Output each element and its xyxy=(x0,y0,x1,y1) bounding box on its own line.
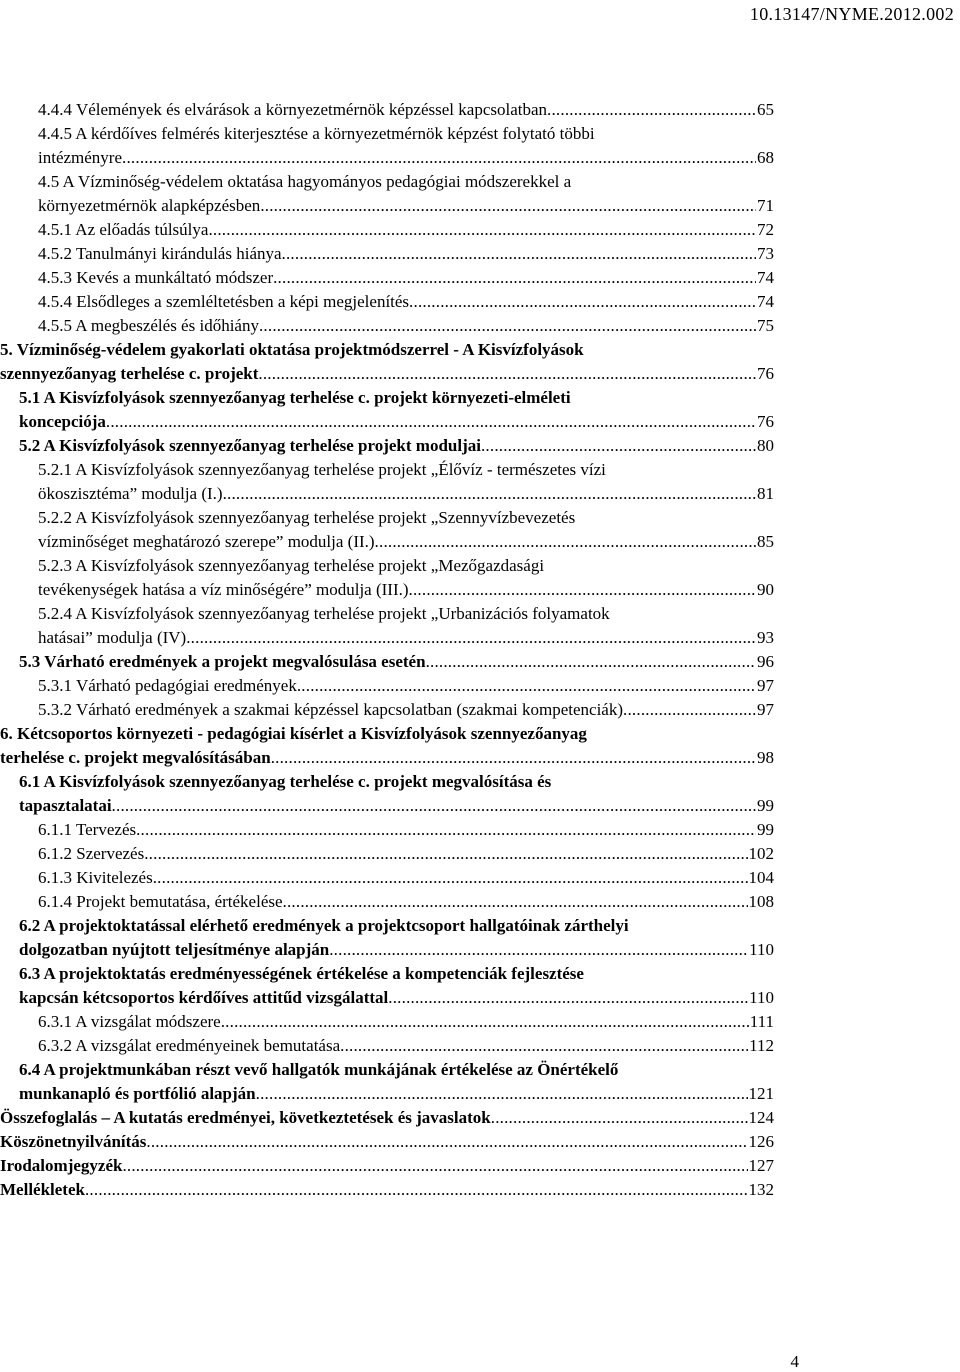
toc-page-number: 74 xyxy=(757,292,774,311)
toc-entry-text: Irodalomjegyzék xyxy=(0,1156,123,1175)
toc-page-number: 72 xyxy=(757,220,774,239)
toc-entry[interactable] xyxy=(0,1154,774,1178)
toc-entry[interactable] xyxy=(0,1130,774,1154)
toc-page-number: 74 xyxy=(757,268,774,287)
toc-page-number: 102 xyxy=(748,844,774,863)
toc-page-number: 104 xyxy=(748,868,774,887)
toc-entry-text: 4.5.1 Az előadás túlsúlya xyxy=(38,220,209,239)
toc-entry-text: 5. Vízminőség-védelem gyakorlati oktatása projektmódszerrel - A Kisvízfolyások xyxy=(0,340,584,359)
toc-entry[interactable] xyxy=(0,674,774,698)
toc-page-number: 98 xyxy=(757,748,774,767)
toc-entry[interactable] xyxy=(0,818,774,842)
toc-entry-text: koncepciója xyxy=(19,412,106,431)
toc-entry[interactable] xyxy=(0,866,774,890)
toc-entry-text: 4.5.3 Kevés a munkáltató módszer xyxy=(38,268,274,287)
toc-entry-text: környezetmérnök alapképzésben xyxy=(38,196,261,215)
dot-leader xyxy=(208,218,756,242)
dot-leader xyxy=(258,362,756,386)
dot-leader xyxy=(273,266,756,290)
toc-entry[interactable] xyxy=(0,890,774,914)
toc-entry-text: 5.2.1 A Kisvízfolyások szennyezőanyag terhelése projekt „Élővíz - természetes vízi xyxy=(38,460,606,479)
toc-entry-text: szennyezőanyag terhelése c. projekt xyxy=(0,364,259,383)
toc-entry-text: 4.4.5 A kérdőíves felmérés kiterjesztése a környezetmérnök képzést folytató többi xyxy=(38,124,595,143)
toc-entry[interactable] xyxy=(0,770,774,818)
dot-leader xyxy=(146,1130,747,1154)
toc-entry-text: 5.1 A Kisvízfolyások szennyezőanyag terhelése c. projekt környezeti-elméleti xyxy=(19,388,571,407)
table-of-contents xyxy=(0,98,774,1202)
dot-leader xyxy=(388,986,748,1010)
toc-page-number: 110 xyxy=(749,988,774,1007)
toc-entry[interactable] xyxy=(0,434,774,458)
toc-entry-text: 6.1.2 Szervezés xyxy=(38,844,145,863)
toc-page-number: 97 xyxy=(757,700,774,719)
toc-entry[interactable] xyxy=(0,386,774,434)
toc-entry[interactable] xyxy=(0,218,774,242)
toc-page-number: 124 xyxy=(748,1108,774,1127)
toc-entry-text: 6.1.1 Tervezés xyxy=(38,820,137,839)
toc-entry-text: ökoszisztéma” modulja (I.) xyxy=(38,484,223,503)
toc-entry-text: 6.2 A projektoktatással elérhető eredmények a projektcsoport hallgatóinak zárthelyi xyxy=(19,916,629,935)
toc-entry-text: Mellékletek xyxy=(0,1180,85,1199)
toc-entry[interactable] xyxy=(0,266,774,290)
toc-page-number: 127 xyxy=(748,1156,774,1175)
dot-leader xyxy=(85,1178,748,1202)
page-number: 4 xyxy=(790,1352,799,1371)
dot-leader xyxy=(112,794,756,818)
toc-entry[interactable] xyxy=(0,602,774,650)
dot-leader xyxy=(221,1010,749,1034)
dot-leader xyxy=(122,1154,747,1178)
toc-entry[interactable] xyxy=(0,1178,774,1202)
toc-entry-text: 6. Kétcsoportos környezeti - pedagógiai kísérlet a Kisvízfolyások szennyezőanyag xyxy=(0,724,587,743)
toc-entry-text: 5.3 Várható eredmények a projekt megvalósulása esetén xyxy=(19,652,426,671)
toc-entry[interactable] xyxy=(0,722,774,770)
dot-leader xyxy=(259,314,756,338)
toc-page-number: 110 xyxy=(749,940,774,959)
toc-entry-text: 5.3.1 Várható pedagógiai eredmények xyxy=(38,676,297,695)
dot-leader xyxy=(297,674,756,698)
dot-leader xyxy=(256,1082,748,1106)
toc-entry-text: 6.1.4 Projekt bemutatása, értékelése xyxy=(38,892,283,911)
dot-leader xyxy=(153,866,748,890)
dot-leader xyxy=(375,530,756,554)
toc-page-number: 99 xyxy=(757,796,774,815)
dot-leader xyxy=(283,890,748,914)
dot-leader xyxy=(481,434,756,458)
toc-page-number: 75 xyxy=(757,316,774,335)
toc-page-number: 76 xyxy=(757,364,774,383)
dot-leader xyxy=(491,1106,748,1130)
toc-entry-text: 6.4 A projektmunkában részt vevő hallgatók munkájának értékelése az Önértékelő xyxy=(19,1060,619,1079)
toc-page-number: 71 xyxy=(757,196,774,215)
dot-leader xyxy=(106,410,756,434)
toc-page-number: 81 xyxy=(757,484,774,503)
toc-entry[interactable] xyxy=(0,650,774,674)
toc-page-number: 65 xyxy=(757,100,774,119)
doi-header: 10.13147/NYME.2012.002 xyxy=(749,4,954,24)
toc-entry-text: 6.3.1 A vizsgálat módszere xyxy=(38,1012,221,1031)
toc-entry-text: 5.2.3 A Kisvízfolyások szennyezőanyag terhelése projekt „Mezőgazdasági xyxy=(38,556,545,575)
toc-entry-text: 5.2.2 A Kisvízfolyások szennyezőanyag terhelése projekt „Szennyvízbevezetés xyxy=(38,508,576,527)
toc-entry-text: hatásai” modulja (IV) xyxy=(38,628,187,647)
toc-entry-text: Köszönetnyilvánítás xyxy=(0,1132,147,1151)
toc-entry[interactable] xyxy=(0,554,774,602)
toc-entry[interactable] xyxy=(0,962,774,1010)
toc-entry-text: vízminőséget meghatározó szerepe” modulja (II.) xyxy=(38,532,375,551)
toc-entry-text: tapasztalatai xyxy=(19,796,112,815)
dot-leader xyxy=(223,482,756,506)
toc-entry[interactable] xyxy=(0,98,774,122)
toc-page-number: 90 xyxy=(757,580,774,599)
toc-entry[interactable] xyxy=(0,170,774,218)
toc-page-number: 108 xyxy=(748,892,774,911)
toc-entry-text: tevékenységek hatása a víz minőségére” modulja (III.) xyxy=(38,580,409,599)
toc-entry-text: Összefoglalás – A kutatás eredményei, következtetések és javaslatok xyxy=(0,1108,491,1127)
toc-entry-text: 4.4.4 Vélemények és elvárások a környezetmérnök képzéssel kapcsolatban xyxy=(38,100,548,119)
dot-leader xyxy=(260,194,756,218)
toc-entry-text: 4.5.2 Tanulmányi kirándulás hiánya xyxy=(38,244,282,263)
dot-leader xyxy=(186,626,756,650)
dot-leader xyxy=(122,146,756,170)
toc-entry-text: 4.5.5 A megbeszélés és időhiány xyxy=(38,316,259,335)
toc-page-number: 96 xyxy=(757,652,774,671)
toc-entry-text: 5.2.4 A Kisvízfolyások szennyezőanyag terhelése projekt „Urbanizációs folyamatok xyxy=(38,604,610,623)
dot-leader xyxy=(282,242,756,266)
toc-page-number: 132 xyxy=(748,1180,774,1199)
toc-entry[interactable] xyxy=(0,1034,774,1058)
dot-leader xyxy=(426,650,756,674)
toc-entry-text: munkanapló és portfólió alapján xyxy=(19,1084,256,1103)
toc-entry[interactable] xyxy=(0,242,774,266)
toc-page-number: 68 xyxy=(757,148,774,167)
dot-leader xyxy=(144,842,747,866)
toc-entry-text: 6.1 A Kisvízfolyások szennyezőanyag terhelése c. projekt megvalósítása és xyxy=(19,772,552,791)
toc-entry[interactable] xyxy=(0,458,774,506)
dot-leader xyxy=(409,578,756,602)
dot-leader xyxy=(271,746,756,770)
toc-entry[interactable] xyxy=(0,1058,774,1106)
toc-entry-text: 4.5.4 Elsődleges a szemléltetésben a képi megjelenítés xyxy=(38,292,410,311)
toc-entry-text: terhelése c. projekt megvalósításában xyxy=(0,748,271,767)
toc-page-number: 93 xyxy=(757,628,774,647)
toc-entry[interactable] xyxy=(0,122,774,170)
toc-page-number: 97 xyxy=(757,676,774,695)
toc-entry-text: 5.2 A Kisvízfolyások szennyezőanyag terhelése projekt moduljai xyxy=(19,436,481,455)
toc-page-number: 121 xyxy=(748,1084,774,1103)
toc-page-number: 126 xyxy=(748,1132,774,1151)
toc-entry[interactable] xyxy=(0,314,774,338)
toc-page-number: 73 xyxy=(757,244,774,263)
toc-entry-text: 4.5 A Vízminőség-védelem oktatása hagyományos pedagógiai módszerekkel a xyxy=(38,172,572,191)
dot-leader xyxy=(623,698,756,722)
dot-leader xyxy=(340,1034,748,1058)
toc-page-number: 76 xyxy=(757,412,774,431)
dot-leader xyxy=(329,938,748,962)
toc-entry[interactable] xyxy=(0,1106,774,1130)
toc-entry[interactable] xyxy=(0,842,774,866)
toc-entry-text: 5.3.2 Várható eredmények a szakmai képzéssel kapcsolatban (szakmai kompetenciák) xyxy=(38,700,624,719)
toc-entry[interactable] xyxy=(0,914,774,962)
toc-entry-text: dolgozatban nyújtott teljesítménye alapján xyxy=(19,940,330,959)
toc-page-number: 80 xyxy=(757,436,774,455)
toc-entry[interactable] xyxy=(0,506,774,554)
toc-page-number: 111 xyxy=(749,1012,774,1031)
dot-leader xyxy=(547,98,756,122)
toc-entry[interactable] xyxy=(0,338,774,386)
toc-page-number: 85 xyxy=(757,532,774,551)
toc-page-number: 99 xyxy=(757,820,774,839)
toc-entry[interactable] xyxy=(0,1010,774,1034)
toc-entry-text: kapcsán kétcsoportos kérdőíves attitűd vizsgálattal xyxy=(19,988,389,1007)
dot-leader xyxy=(136,818,756,842)
dot-leader xyxy=(409,290,756,314)
toc-page-number: 112 xyxy=(749,1036,774,1055)
toc-entry-text: intézményre xyxy=(38,148,123,167)
toc-entry-text: 6.1.3 Kivitelezés xyxy=(38,868,153,887)
toc-entry[interactable] xyxy=(0,698,774,722)
toc-entry-text: 6.3 A projektoktatás eredményességének értékelése a kompetenciák fejlesztése xyxy=(19,964,584,983)
toc-entry-text: 6.3.2 A vizsgálat eredményeinek bemutatása xyxy=(38,1036,341,1055)
toc-entry[interactable] xyxy=(0,290,774,314)
